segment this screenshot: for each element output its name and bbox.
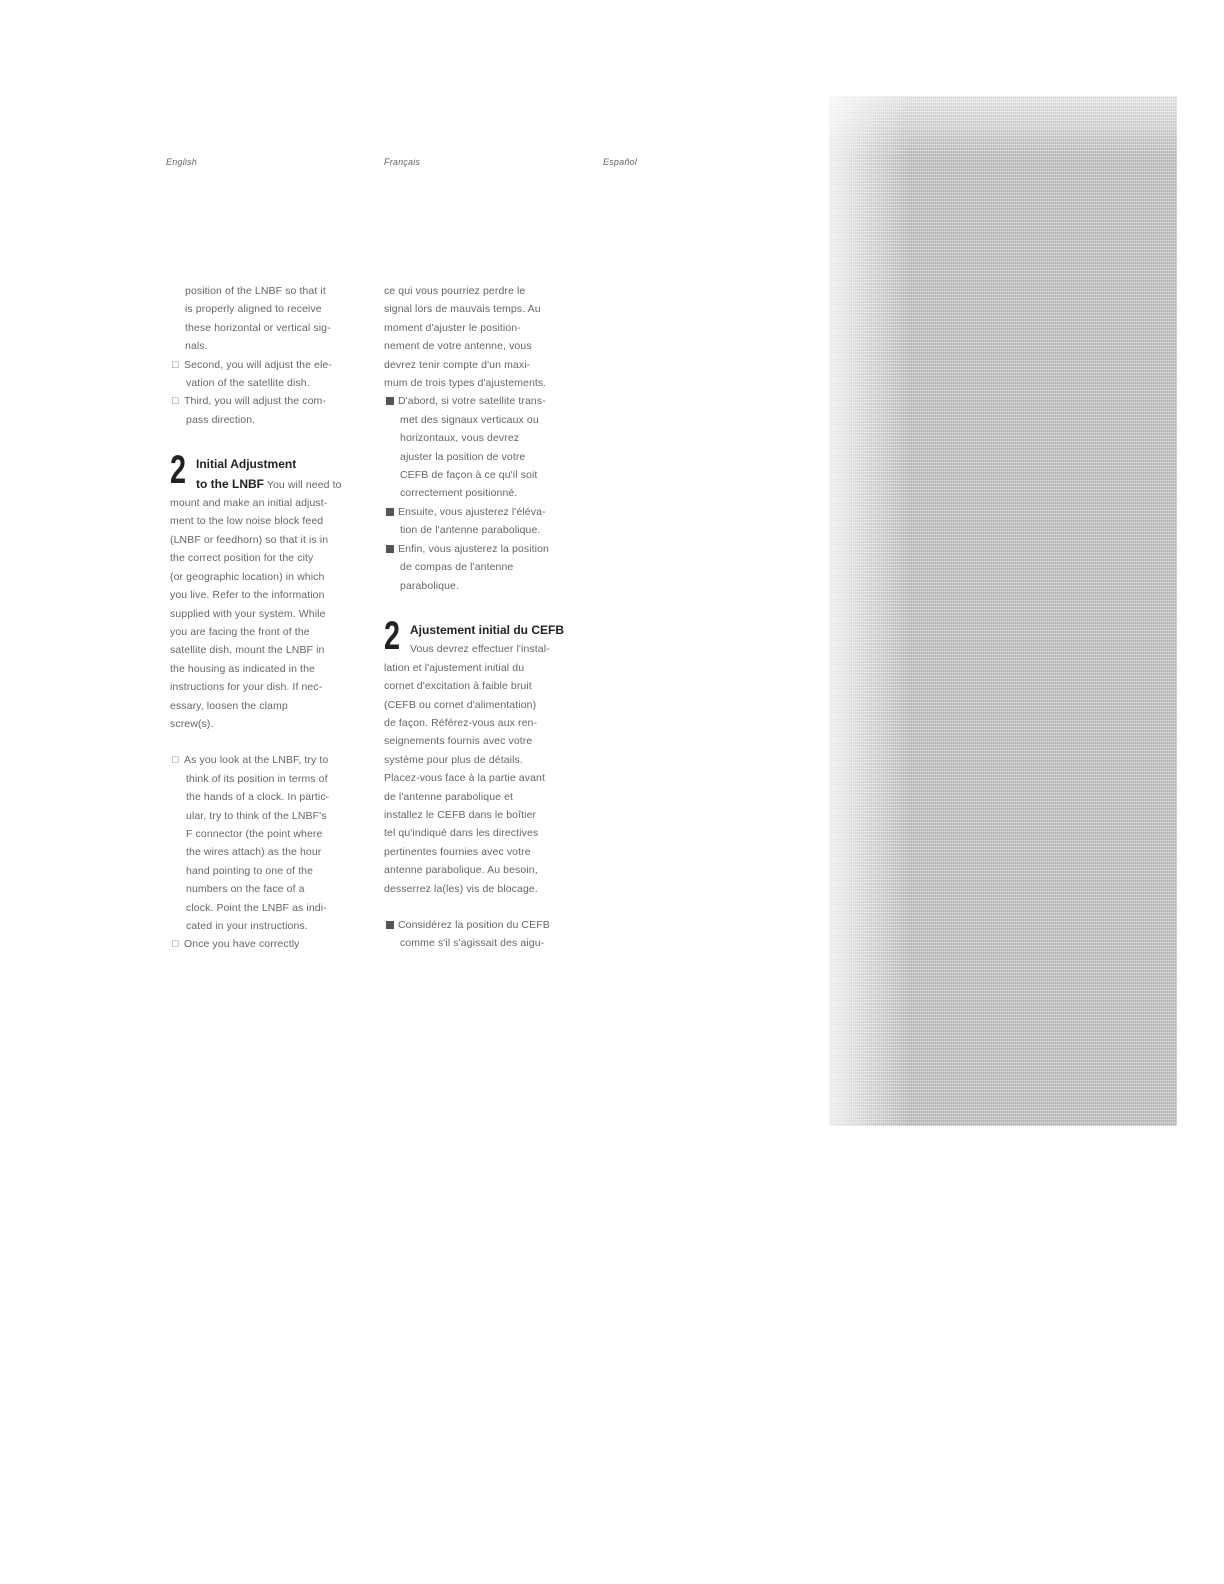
english-section-2: 2 Initial Adjustment to the LNBF You will need to mount and make an initial adjust- ment to the low noise block feed (LNBF or feedhorn) so that it is in the correct position for the city (or geographic location) in which you live. Refer to the information supplied with your system. While you are facing the front of the satellite dish, mount the LNBF in the housing as indicated in the instructions for your dish. If nec- essary, loosen the clamp screw(s). [170,448,342,730]
section-number: 2 [170,448,187,493]
francais-item-third: Enfin, vous ajusterez la position de compas de l'antenne parabolique. [384,540,580,595]
square-bullet-icon [386,508,394,516]
francais-item-second: Ensuite, vous ajusterez l'éléva- tion de l'antenne parabolique. [384,503,580,540]
english-item-a: □ As you look at the LNBF, try to think of its position in terms of the hands of a clock. In partic- ular, try to think of the LNBF's F connector (the point where the wires attach) as the hour hand pointing to one of the numbers on the face of a clock. Point the LNBF as indi- cated in your instructions. [170,751,366,935]
bullet-icon: □ [172,754,179,767]
halftone-panel-top-edge [829,96,1177,156]
header-espanol: Español [603,157,637,167]
english-item-b: □ Once you have correctly [170,935,366,953]
section-title: Ajustement initial du CEFB [410,622,565,637]
francais-item-a: Considérez la position du CEFB comme s'il s'agissait des aigu- [384,916,580,953]
section-title-cont: to the LNBF [196,476,264,491]
english-item-second: □ Second, you will adjust the ele- vation of the satellite dish. [170,356,366,393]
english-intro-paragraph: position of the LNBF so that it is properly aligned to receive these horizontal or vertical sig- nals. [185,285,331,353]
halftone-panel-edge [829,96,909,1126]
square-bullet-icon [386,545,394,553]
section-title: Initial Adjustment [196,457,297,472]
section-number: 2 [384,613,401,658]
francais-section-2: 2 Ajustement initial du CEFB Vous devrez effectuer l'instal- lation et l'ajustement initial du cornet d'excitation à faible bruit (CEFB ou cornet d'alimentation) de façon. Référez-vous aux ren- seignements fournis avec votre système pour plus de détails. Placez-vous face à la partie avant de l'antenne parabolique et installez le CEFB dans le boîtier tel qu'indiqué dans les directives pertinentes fournies avec votre antenne parabolique. Au besoin, desserrez la(les) vis de blocage. [384,613,565,895]
square-bullet-icon [386,921,394,929]
francais-item-first: D'abord, si votre satellite trans- met des signaux verticaux ou horizontaux, vous devrez ajuster la position de votre CEFB de façon à ce qu'il soit correctement positionné. [384,392,580,502]
bullet-icon: □ [172,395,179,408]
bullet-icon: □ [172,358,179,371]
francais-column [384,282,580,953]
header-francais: Français [384,157,421,167]
english-column [170,282,366,954]
square-bullet-icon [386,397,394,405]
francais-intro-paragraph: ce qui vous pourriez perdre le signal lors de mauvais temps. Au moment d'ajuster le position- nement de votre antenne, vous devrez tenir compte d'un maxi- mum de trois types d'ajustements. [384,285,547,390]
english-item-third: □ Third, you will adjust the com- pass direction. [170,392,366,429]
bullet-icon: □ [172,938,179,951]
header-english: English [166,157,197,167]
